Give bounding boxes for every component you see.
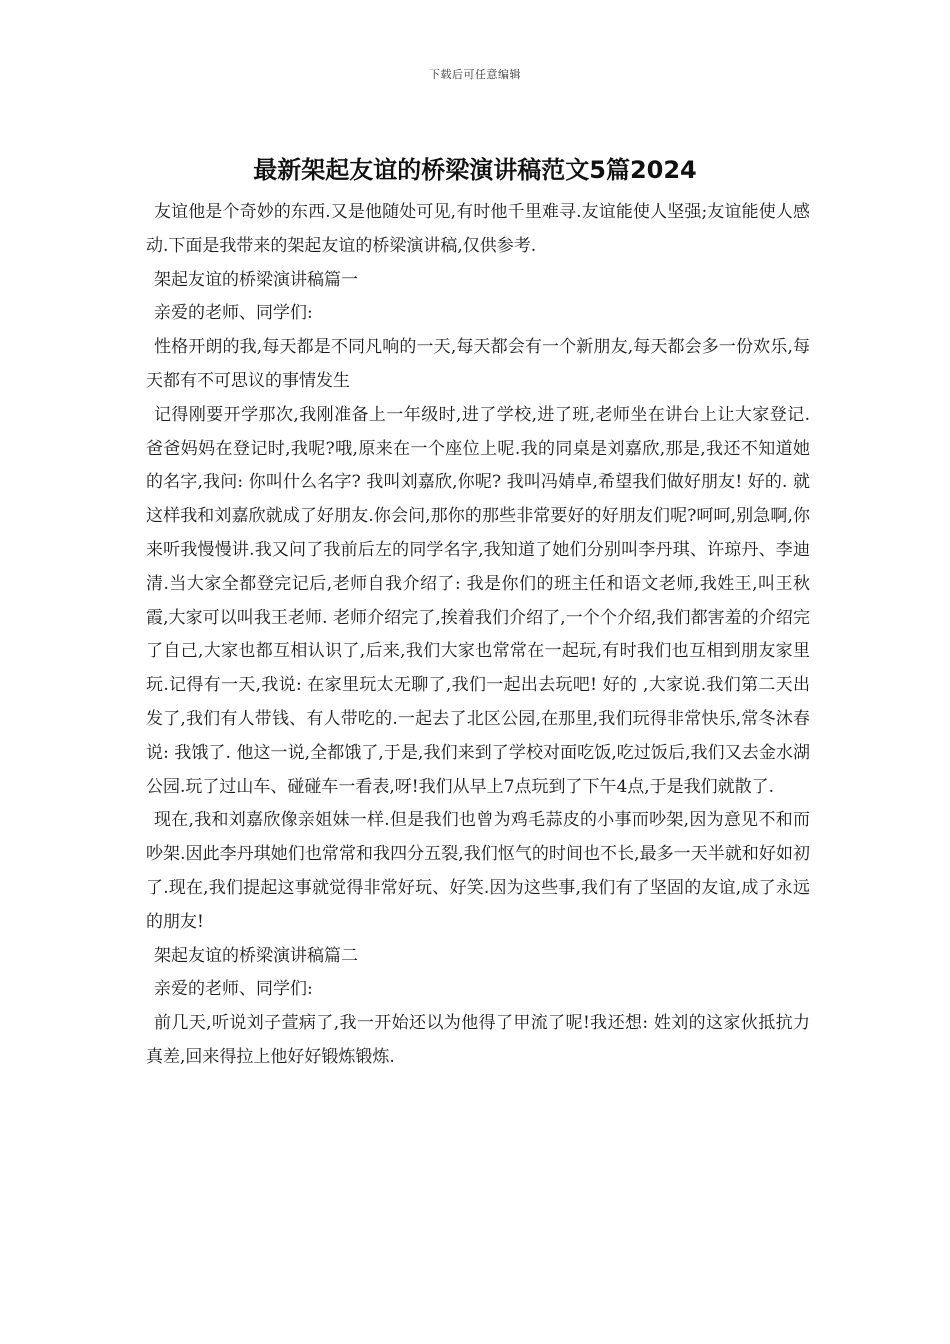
paragraph-intro: 友谊他是个奇妙的东西.又是他随处可见,有时他千里难寻.友谊能使人坚强;友谊能使人感动.下面是我带来的架起友谊的桥梁演讲稿,仅供参考.: [146, 202, 810, 256]
salutation-1: 亲爱的老师、同学们:: [154, 303, 313, 324]
paragraph: 现在,我和刘嘉欣像亲姐妹一样.但是我们也曾为鸡毛蒜皮的小事而吵架,因为意见不和而吵架.因此李丹琪她们也常常和我四分五裂,我们怄气的时间也不长,最多一天半就和好如初了.现在,我们提起这事就觉得非常好玩、好笑.因为这些事,我们有了坚固的友谊,成了永远的朋友!: [146, 810, 810, 932]
paragraph: 前几天,听说刘子萱病了,我一开始还以为他得了甲流了呢!我还想: 姓刘的这家伙抵抗力真差,回来得拉上他好好锻炼锻炼.: [146, 1013, 810, 1067]
document-body: [146, 196, 810, 1075]
document-title: 最新架起友谊的桥梁演讲稿范文5篇2024: [253, 156, 697, 184]
paragraph: 记得刚要开学那次,我刚准备上一年级时,进了学校,进了班,老师坐在讲台上让大家登记.爸爸妈妈在登记时,我呢?哦,原来在一个座位上呢.我的同桌是刘嘉欣,那是,我还不知道她的名字,我问: 你叫什么名字? 我叫刘嘉欣,你呢? 我叫冯婧卓,希望我们做好朋友! 好的. 就这样我和刘嘉欣就成了好朋友.你会问,那你的那些非常要好的好朋友们呢?呵呵,别急啊,你来听我慢慢讲.我又问了我前后左的同学名字,我知道了她们分别叫李丹琪、许琼丹、李迪清.当大家全都登完记后,老师自我介绍了: 我是你们的班主任和语文老师,我姓王,叫王秋霞,大家可以叫我王老师. 老师介绍完了,挨着我们介绍了,一个个介绍,我们都害羞的介绍完了自己,大家也都互相认识了,后来,我们大家也常常在一起玩,有时我们也互相到朋友家里玩.记得有一天,我说: 在家里玩太无聊了,我们一起出去玩吧! 好的 ,大家说.我们第二天出发了,我们有人带钱、有人带吃的.一起去了北区公园,在那里,我们玩得非常快乐,常冬沐春说: 我饿了. 他这一说,全都饿了,于是,我们来到了学校对面吃饭,吃过饭后,我们又去金水湖公园.玩了过山车、碰碰车一看表,呀!我们从早上7点玩到了下午4点,于是我们就散了.: [146, 404, 810, 797]
section-heading-1: 架起友谊的桥梁演讲稿篇一: [154, 269, 358, 290]
header-note: 下载后可任意编辑: [429, 68, 521, 81]
salutation-2: 亲爱的老师、同学们:: [154, 979, 313, 1000]
paragraph: 性格开朗的我,每天都是不同凡响的一天,每天都会有一个新朋友,每天都会多一份欢乐,每天都有不可思议的事情发生: [146, 337, 810, 391]
section-heading-2: 架起友谊的桥梁演讲稿篇二: [154, 945, 358, 966]
